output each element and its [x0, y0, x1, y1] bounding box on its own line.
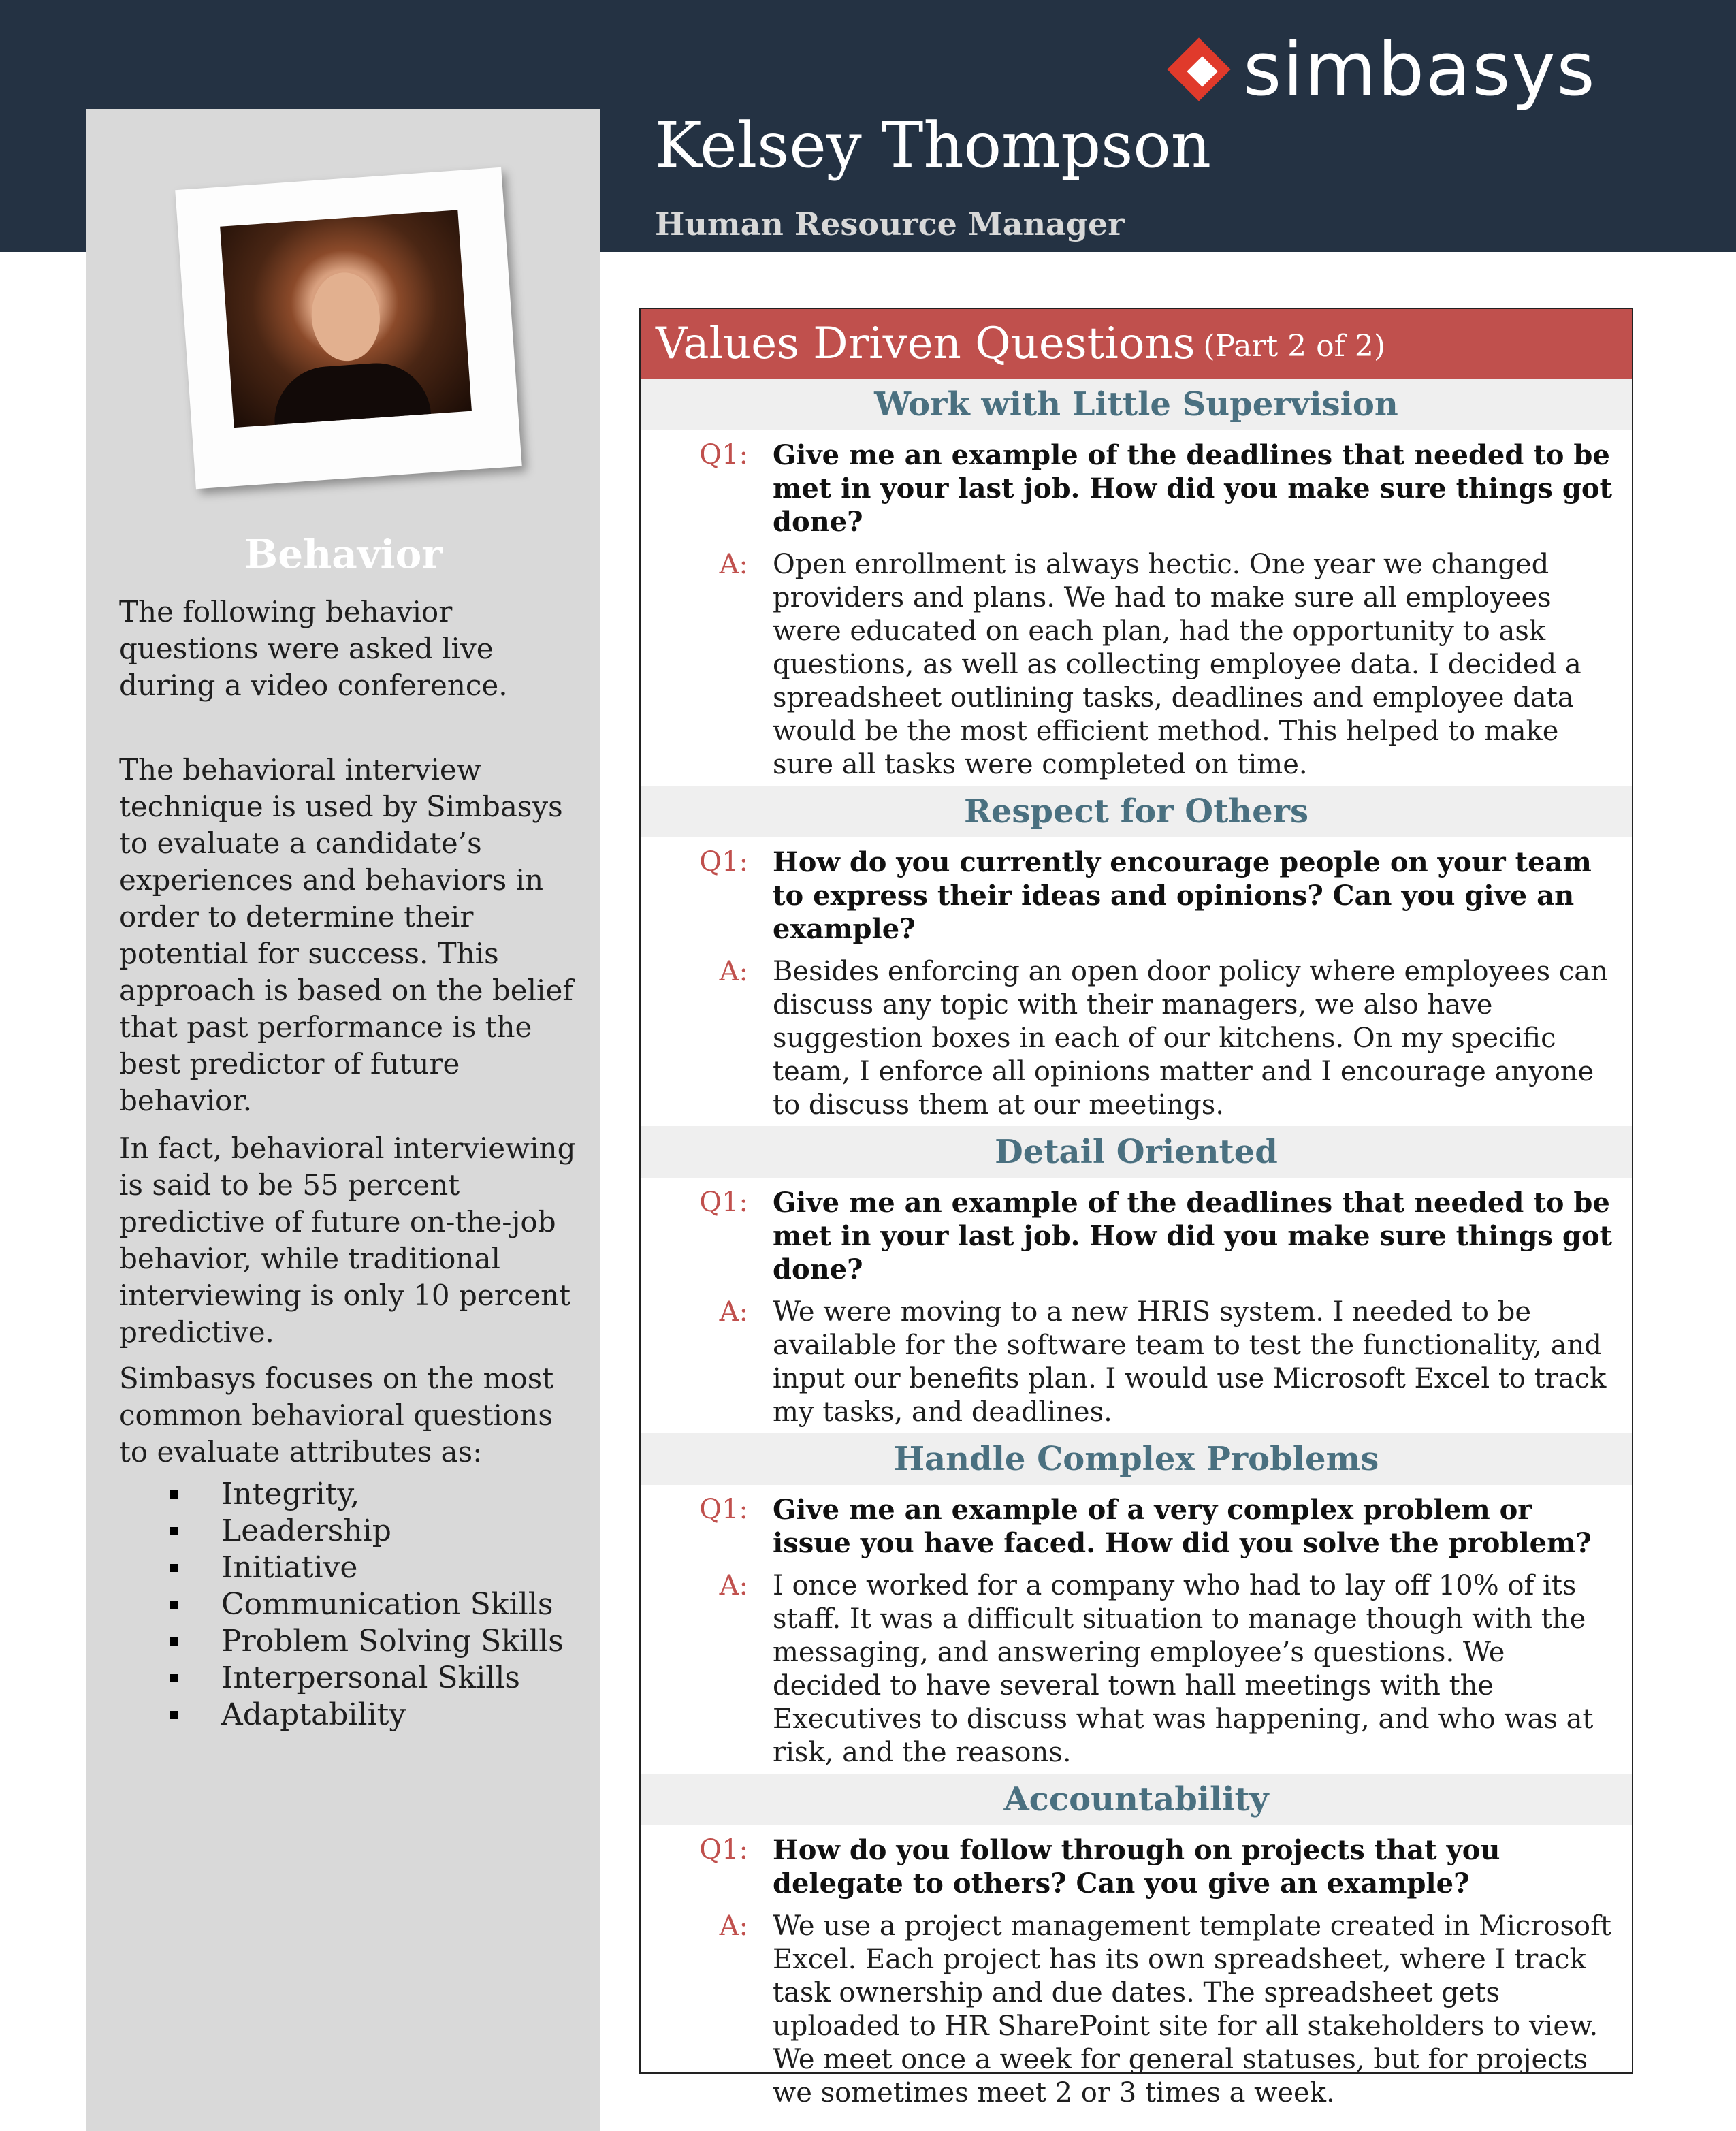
qa-section — [641, 1433, 1632, 1769]
question-label: Q1: — [699, 1187, 748, 1218]
bullet-icon — [170, 1490, 178, 1499]
question-text: Give me an example of the deadlines that needed to be met in your last job. How did you make sure things got done? — [773, 1187, 1612, 1285]
question-label: Q1: — [699, 846, 748, 878]
panel-header — [641, 309, 1632, 379]
answer-row — [641, 1910, 1632, 2110]
attribute-list — [170, 1476, 564, 1733]
question-text: How do you follow through on projects that you delegate to others? Can you give an example? — [773, 1834, 1500, 1900]
candidate-title: Human Resource Manager — [655, 206, 1125, 242]
answer-text: Besides enforcing an open door policy where employees can discuss any topic with their managers, we also have suggestion boxes in each of our kitchens. On my specific team, I enforce all opinions matter and I encourage anyone to discuss them at our meetings. — [773, 956, 1608, 1121]
question-row — [641, 1493, 1632, 1560]
sidebar-paragraph: The following behavior questions were asked live during a video conference. — [119, 595, 508, 702]
sidebar-paragraph: Simbasys focuses on the most common behavioral questions to evaluate attributes as: — [119, 1362, 554, 1469]
question-label: Q1: — [699, 1494, 748, 1525]
answer-label: A: — [719, 1910, 748, 1942]
bullet-icon — [170, 1601, 178, 1609]
answer-label: A: — [719, 549, 748, 580]
section-heading: Respect for Others — [641, 786, 1632, 837]
question-row — [641, 846, 1632, 946]
answer-label: A: — [719, 1570, 748, 1601]
qa-section — [641, 1774, 1632, 2110]
list-item: Leadership — [170, 1513, 564, 1550]
profile-photo — [175, 167, 522, 489]
question-text: Give me an example of the deadlines that needed to be met in your last job. How did you make sure things got done? — [773, 439, 1612, 538]
diamond-logo-icon — [1171, 42, 1228, 99]
answer-text: I once worked for a company who had to lay off 10% of its staff. It was a difficult situation to manage though with the messaging, and answering employee’s questions. We decided to have several town hall meetings with the Executives to discuss what was happening, and who was at risk, and the reasons. — [773, 1570, 1594, 1768]
bullet-icon — [170, 1637, 178, 1646]
qa-section — [641, 1126, 1632, 1429]
answer-row — [641, 955, 1632, 1122]
list-item: Adaptability — [170, 1697, 564, 1733]
question-label: Q1: — [699, 1834, 748, 1865]
panel-title: Values Driven Questions — [656, 319, 1195, 369]
simbasys-logo — [1171, 27, 1596, 112]
question-text: Give me an example of a very complex problem or issue you have faced. How did you solve the problem? — [773, 1494, 1592, 1559]
list-item: Interpersonal Skills — [170, 1660, 564, 1697]
question-text: How do you currently encourage people on your team to express their ideas and opinions? Can you give an example? — [773, 846, 1592, 945]
section-heading: Work with Little Supervision — [641, 379, 1632, 430]
candidate-name: Kelsey Thompson — [655, 109, 1211, 182]
question-row — [641, 1186, 1632, 1286]
bullet-icon — [170, 1674, 178, 1682]
sidebar-heading: Behavior — [244, 531, 443, 577]
bullet-icon — [170, 1711, 178, 1719]
answer-label: A: — [719, 1296, 748, 1328]
qa-section — [641, 379, 1632, 782]
portrait-image — [220, 210, 472, 428]
section-heading: Detail Oriented — [641, 1126, 1632, 1178]
answer-text: We were moving to a new HRIS system. I needed to be available for the software team to test the functionality, and input our benefits plan. I would use Microsoft Excel to track my tasks, and deadlines. — [773, 1296, 1607, 1428]
list-item: Initiative — [170, 1550, 564, 1586]
list-item: Problem Solving Skills — [170, 1623, 564, 1660]
bullet-icon — [170, 1527, 178, 1535]
answer-row — [641, 1296, 1632, 1429]
answer-text: Open enrollment is always hectic. One year we changed providers and plans. We had to make sure all employees were educated on each plan, had the opportunity to ask questions, as well as collecting employee data. I decided a spreadsheet outlining tasks, deadlines and employee data would be the most efficient method. This helped to make sure all tasks were completed on time. — [773, 549, 1581, 780]
qa-section — [641, 786, 1632, 1122]
section-heading: Accountability — [641, 1774, 1632, 1825]
sidebar-paragraph: In fact, behavioral interviewing is said to be 55 percent predictive of future on-the-job behavior, while traditional interviewing is only 10 percent predictive. — [119, 1132, 576, 1349]
bullet-icon — [170, 1564, 178, 1572]
logo-text: simbasys — [1243, 27, 1596, 112]
sidebar-paragraph: The behavioral interview technique is used by Simbasys to evaluate a candidate’s experiences and behaviors in order to determine their potential for success. This approach is based on the belief that past performance is the best predictor of future behavior. — [119, 753, 573, 1117]
list-item: Integrity, — [170, 1476, 564, 1513]
section-heading: Handle Complex Problems — [641, 1433, 1632, 1485]
answer-text: We use a project management template created in Microsoft Excel. Each project has its own spreadsheet, where I track task ownership and due dates. The spreadsheet gets uploaded to HR SharePoint site for all stakeholders to view. We meet once a week for general statuses, but for projects we sometimes meet 2 or 3 times a week. — [773, 1910, 1611, 2109]
question-row — [641, 438, 1632, 539]
question-label: Q1: — [699, 439, 748, 470]
answer-row — [641, 1569, 1632, 1769]
answer-label: A: — [719, 956, 748, 987]
panel-part: (Part 2 of 2) — [1203, 329, 1386, 364]
questions-panel — [639, 308, 1633, 2109]
answer-row — [641, 548, 1632, 782]
question-row — [641, 1833, 1632, 1900]
list-item: Communication Skills — [170, 1586, 564, 1623]
